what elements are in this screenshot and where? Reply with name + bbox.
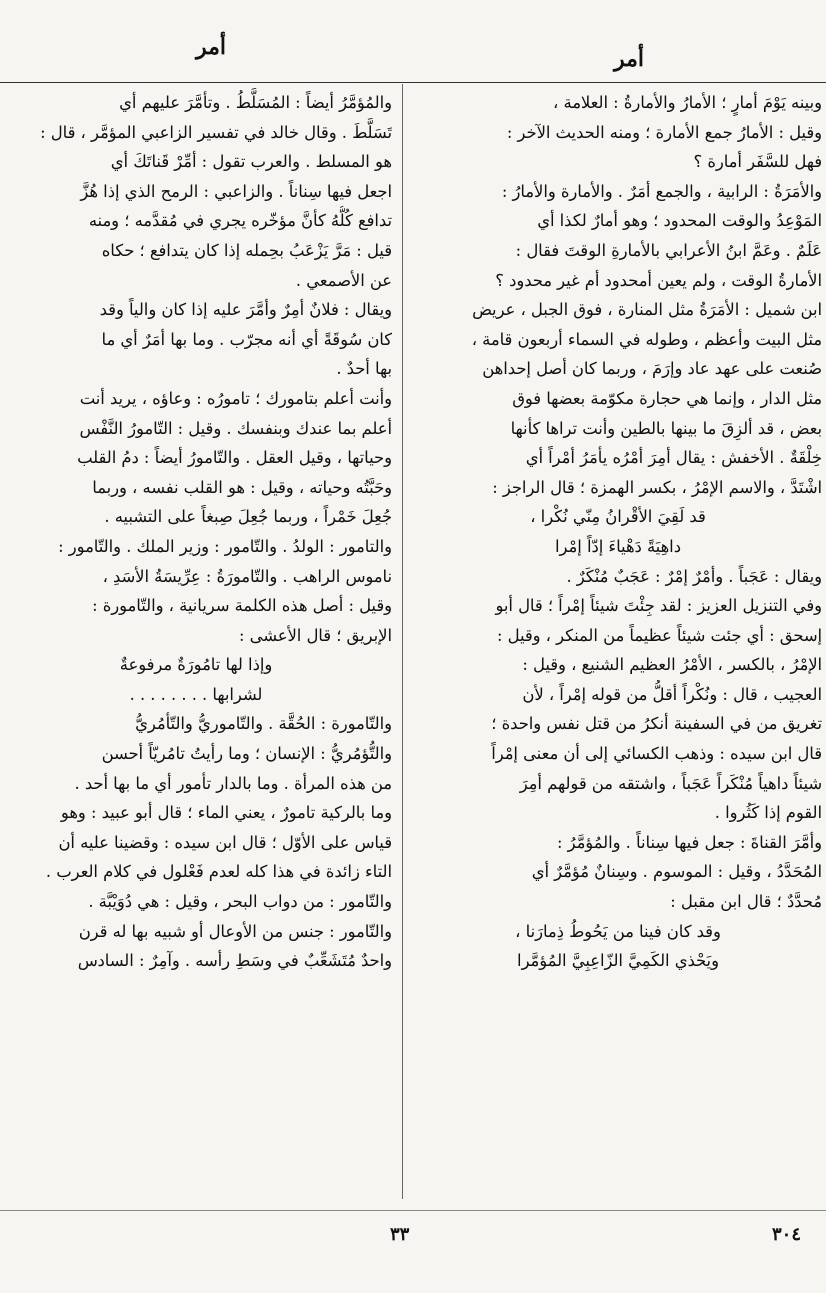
page-number-center: ٣٣ bbox=[390, 1224, 410, 1245]
header-rule bbox=[0, 82, 826, 83]
text-line: وحَبَّتُه وحياته ، وقيل : هو القلب نفسه ، وربما bbox=[92, 477, 392, 497]
text-line: ويَحْذي الكَمِيَّ الزّاعِبِيَّ المُؤمَّرا bbox=[517, 951, 719, 971]
text-line: القوم إذا كَثُروا . bbox=[714, 803, 822, 823]
text-line: أعلم بما عندك وبنفسك . وقيل : التّامورُ النَّفْس bbox=[79, 418, 392, 438]
text-line: تدافع كُلُّهُ كأنَّ مؤخّره يجري في مُقدَّمه ؛ ومنه bbox=[88, 211, 392, 231]
text-line: تَسَلَّطَ . وقال خالد في تفسير الزاعبي المؤمَّر ، قال : bbox=[40, 122, 392, 142]
text-line: وأنت أعلم بتامورك ؛ تامورُه : وعاؤه ، يريد أنت bbox=[79, 388, 392, 408]
text-line: بها أحدٌ . bbox=[336, 359, 392, 379]
text-line: قال ابن سيده : وذهب الكسائي إلى أن معنى إمْراً bbox=[491, 744, 822, 764]
text-line: كان سُوقَةً أي أنه مجرّب . وما بها أمَرٌ أي ما bbox=[101, 329, 392, 349]
text-line: الأمارةُ الوقت ، ولم يعين أمحدود أم غير محدود ؟ bbox=[495, 270, 822, 290]
text-line: مُحدَّدٌ ؛ قال ابن مقبل : bbox=[670, 892, 822, 912]
text-line: ويقال : عَجَباً . وأمْرٌ إمْرٌ : عَجَبٌ مُنْكَرٌ . bbox=[566, 566, 822, 586]
text-line: اجعل فيها سِناناً . والزاعبي : الرمح الذي إذا هُزَّ bbox=[80, 181, 392, 201]
text-line: التاء زائدة في هذا كله لعدم فَعْلول في كلام العرب . bbox=[45, 862, 392, 882]
text-line: ابن شميل : الأمَرَةُ مثل المنارة ، فوق الجبل ، عريض bbox=[472, 300, 822, 320]
text-line: العجيب ، قال : ونُكْراً أقلُّ من قوله إمْراً ، لأن bbox=[522, 684, 822, 704]
footer-rule bbox=[0, 1210, 826, 1211]
text-line: صُنعت على عهد عاد وإرَمَ ، وربما كان أصل إحداهن bbox=[482, 359, 822, 379]
text-line: الإبريق ؛ قال الأعشى : bbox=[239, 625, 392, 645]
text-line: عَلَمٌ . وعَمَّ ابنُ الأعرابي بالأمارةِ الوقتَ فقال : bbox=[515, 240, 822, 260]
headword-left: أمر bbox=[196, 34, 227, 60]
text-line: واحدٌ مُتَشَعِّبٌ في وسَطِ رأسه . وآمِرٌ : السادس bbox=[77, 951, 392, 971]
text-line: والأمَرَةُ : الرابية ، والجمع أمَرٌ . والأمارة والأمارُ : bbox=[501, 181, 822, 201]
text-line: قياس على الأوّل ؛ قال ابن سيده : وقضينا عليه أن bbox=[58, 832, 392, 852]
text-line: ناموس الراهب . والتّامورَةُ : عِرِّيسَةُ الأسَدِ ، bbox=[102, 566, 392, 586]
page-number-right: ٣٠٤ bbox=[772, 1224, 802, 1245]
text-line: والتامور : الولدُ . والتّامور : وزير الملك . والتّامور : bbox=[58, 536, 392, 556]
text-line: وحياتها ، وقيل العقل . والتّامورُ أيضاً : دمُ القلب bbox=[77, 448, 392, 468]
text-line: وأمَّرَ القناةَ : جعل فيها سِناناً . والمُؤمَّرُ : bbox=[556, 832, 822, 852]
text-line: وبينه يَوْمَ أمارٍ ؛ الأمارُ والأمارةُ : العلامة ، bbox=[553, 93, 822, 112]
text-line: وفي التنزيل العزيز : لقد جِئْتَ شيئاً إمْراً ؛ قال أبو bbox=[495, 596, 822, 616]
headword-right: أمر bbox=[614, 46, 645, 72]
text-line: والمُؤمَّرُ أيضاً : المُسَلَّطُ . وتأمَّرَ عليهم أي bbox=[119, 93, 392, 112]
text-line: ويقال : فلانٌ أمِرٌ وأمَّرَ عليه إذا كان والياً وقد bbox=[99, 300, 392, 320]
text-line: خِلْقَةٌ . الأخفش : يقال أمِرَ أمْرُه يأمَرُ أمْراً أي bbox=[525, 448, 822, 468]
text-line: مثل الدار ، وإنما هي حجارة مكوّمة بعضها فوق bbox=[512, 388, 822, 408]
text-line: وقيل : أصل هذه الكلمة سريانية ، والتّامورة : bbox=[92, 596, 392, 616]
text-line: شيئاً داهياً مُنْكَراً عَجَباً ، واشتقه من قولهم أمِرَ bbox=[519, 773, 822, 793]
text-line: المَوْعِدُ والوقت المحدود ؛ وهو أمارٌ لكذا أي bbox=[537, 211, 822, 231]
text-line: مثل البيت وأعظم ، وطوله في السماء أربعون قامة ، bbox=[471, 329, 822, 349]
text-line: وقيل : الأمارُ جمع الأمارة ؛ ومنه الحديث الآخر : bbox=[506, 122, 822, 142]
text-line: والتّامور : من دواب البحر ، وقيل : هي دُوَيْبَّة . bbox=[88, 892, 392, 912]
text-line: والتّامورة : الحُقَّة . والتّاموريُّ والتّأمُريُّ bbox=[135, 714, 392, 734]
text-line: قيل : مَرَّ يَزْعَبُ بحِمله إذا كان يتدافع ؛ حكاه bbox=[101, 240, 392, 260]
left-column bbox=[0, 88, 392, 1198]
text-line: بعض ، قد ألزِقَ ما بينها بالطين وأنت تراها كأنها bbox=[510, 418, 822, 438]
text-line: هو المسلط . والعرب تقول : أمِّرْ قَناتَكَ أي bbox=[110, 152, 392, 172]
text-line: من هذه المرأة . وما بالدار تأمور أي ما بها أحد . bbox=[74, 773, 392, 793]
text-line: اشْتَدَّ ، والاسم الإمْرُ ، بكسر الهمزة ؛ قال الراجز : bbox=[492, 477, 822, 497]
text-line: والتُّؤمُريُّ : الإنسان ؛ وما رأيتُ تامُريّاً أحسن bbox=[101, 744, 392, 764]
text-line: تغريق من في السفينة أنكرُ من قتل نفس واحدة ؛ bbox=[491, 714, 822, 734]
right-column bbox=[414, 88, 822, 1198]
text-line: قد لَقِيَ الأقْرانُ مِنّي نُكْرا ، bbox=[530, 507, 706, 527]
text-line: لشرابها . . . . . . . . bbox=[129, 684, 263, 704]
text-line: الإمْرُ ، بالكسر ، الأمْرُ العظيم الشنيع ، وقيل : bbox=[522, 655, 822, 675]
text-line: جُعِلَ خَمْراً ، وربما جُعِلَ صِبغاً على التشبيه . bbox=[104, 507, 392, 527]
text-line: وإذا لها تامُورَةٌ مرفوعةٌ bbox=[119, 655, 273, 675]
column-divider bbox=[402, 84, 403, 1199]
text-line: عن الأصمعي . bbox=[295, 270, 392, 290]
text-line: المُحَدَّدُ ، وقيل : الموسوم . وسِنانٌ مُؤمَّرٌ أي bbox=[531, 862, 822, 882]
text-line: فهل للسَّفَر أمارة ؟ bbox=[693, 152, 822, 172]
text-line: والتّامور : جنس من الأوعال أو شبيه بها له قرن bbox=[78, 921, 392, 941]
text-line: وما بالركية تامورٌ ، يعني الماء ؛ قال أبو عبيد : وهو bbox=[60, 803, 392, 823]
text-line: داهِيَةً دَهْياءَ إدّاً إمْرا bbox=[555, 536, 681, 556]
text-line: إسحق : أي جئت شيئاً عظيماً من المنكر ، وقيل : bbox=[496, 625, 822, 645]
text-line: وقد كان فينا من يَحُوطُ ذِمارَنا ، bbox=[515, 921, 721, 941]
